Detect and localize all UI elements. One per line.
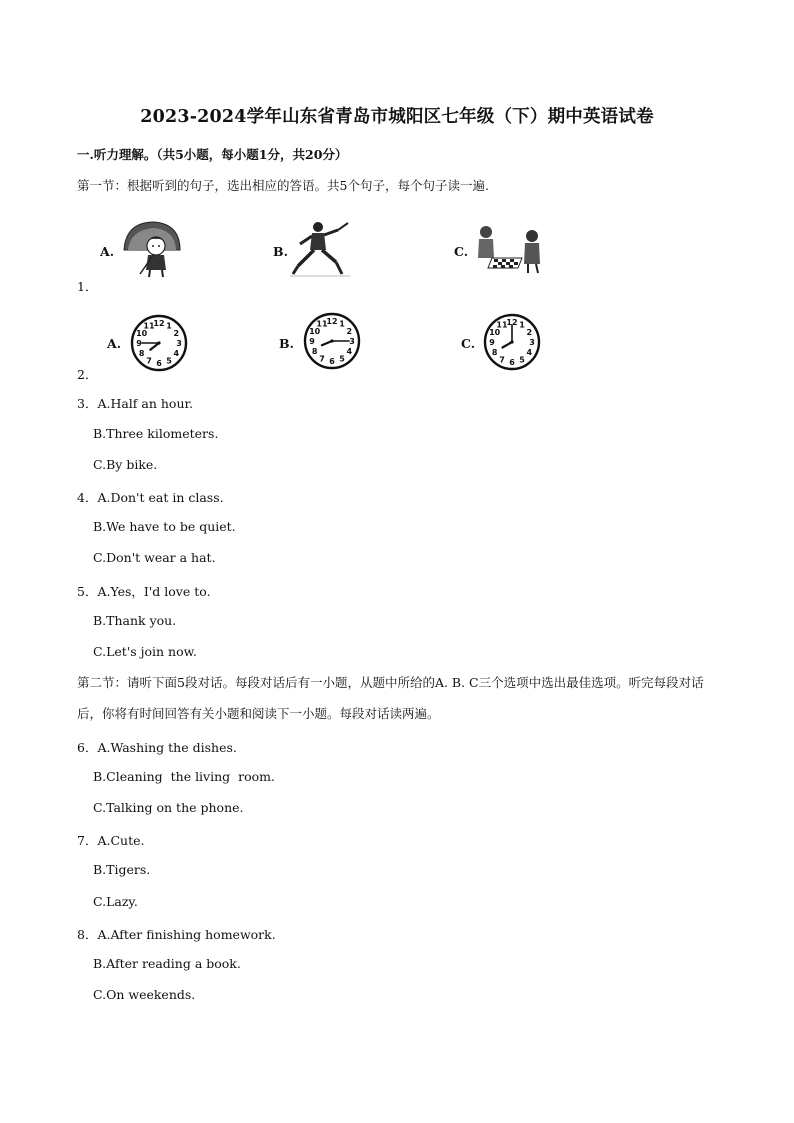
- q6-option-c: C.Talking on the phone.: [93, 800, 244, 815]
- clock-numeral: 6: [509, 358, 515, 367]
- q2-option-b-clock: [302, 311, 362, 371]
- q3-number: 3．: [77, 396, 98, 411]
- option-text: A.Yes，I'd love to.: [97, 584, 211, 599]
- option-text: A.Don't eat in class.: [97, 490, 224, 505]
- q1-option-b-image: [290, 220, 352, 278]
- clock-numeral: 4: [526, 348, 533, 357]
- clock-numeral: 9: [489, 338, 495, 347]
- q3-option-a: [77, 394, 193, 412]
- q1-option-b-label: B.: [273, 244, 288, 259]
- clock-center: [510, 340, 513, 343]
- girl-with-umbrella-icon: [120, 220, 182, 278]
- clock-icon: [302, 311, 362, 371]
- clock-numeral: 2: [526, 328, 533, 337]
- q4-option-c: C.Don't wear a hat.: [93, 550, 216, 565]
- clock-numeral: 5: [519, 355, 525, 365]
- clock-numeral: 5: [339, 354, 345, 364]
- clock-numeral: 9: [309, 337, 315, 346]
- q6-option-b: B.Cleaning the living room.: [93, 769, 275, 784]
- clock-numeral: 1: [166, 321, 172, 331]
- clock-numeral: 1: [519, 320, 525, 330]
- q5-option-b: B.Thank you.: [93, 613, 177, 628]
- clock-numeral: 6: [156, 359, 162, 368]
- children-playing-chess-icon: [474, 222, 544, 274]
- q8-option-a: [77, 925, 276, 943]
- q4-number: 4．: [77, 490, 98, 505]
- q7-option-b: B.Tigers.: [93, 862, 151, 877]
- q5-option-a: [77, 582, 211, 600]
- page-title: 2023-2024学年山东省青岛市城阳区七年级（下）期中英语试卷: [140, 107, 654, 127]
- clock-numeral: 4: [346, 347, 353, 356]
- clock-numeral: 8: [311, 347, 318, 356]
- part1-intro: 第一节：根据听到的句子，选出相应的答语。共5个句子，每个句子读一遍.: [77, 178, 489, 193]
- q7-option-c: C.Lazy.: [93, 894, 138, 909]
- clock-numeral: 5: [166, 356, 172, 366]
- q5-number: 5．: [77, 584, 98, 599]
- clock-numeral: 10: [309, 327, 321, 336]
- clock-icon: [129, 313, 189, 373]
- option-text: A.Washing the dishes.: [97, 740, 237, 755]
- clock-numeral: 12: [506, 318, 518, 327]
- q1-option-a-label: A.: [100, 244, 115, 259]
- q4-option-a: [77, 488, 224, 506]
- q2-option-c-label: C.: [461, 336, 476, 351]
- clock-numeral: 3: [529, 338, 535, 347]
- clock-numeral: 7: [499, 355, 505, 365]
- section-heading: 一.听力理解。（共5小题，每小题1分，共20分）: [77, 147, 348, 162]
- clock-numeral: 10: [136, 329, 148, 338]
- q1-option-c-image: [474, 222, 544, 274]
- q6-number: 6．: [77, 740, 98, 755]
- clock-numeral: 2: [346, 327, 353, 336]
- q7-number: 7．: [77, 833, 98, 848]
- option-text: A.Half an hour.: [97, 396, 194, 411]
- q6-option-a: [77, 738, 237, 756]
- q7-option-a: [77, 831, 144, 849]
- clock-numeral: 7: [146, 356, 152, 366]
- clock-numeral: 1: [339, 319, 345, 329]
- clock-numeral: 11: [143, 321, 155, 331]
- q2-number: 2．: [77, 367, 98, 382]
- q4-option-b: B.We have to be quiet.: [93, 519, 236, 534]
- q3-option-b: B.Three kilometers.: [93, 426, 219, 441]
- option-text: A.Cute.: [97, 833, 145, 848]
- clock-center: [330, 339, 333, 342]
- clock-numeral: 6: [329, 357, 335, 366]
- part2-intro: 第二节：请听下面5段对话。每段对话后有一小题，从题中所给的A. B. C三个选项中选出最佳选项。听完每段对话后，你将有时间回答有关小题和阅读下一小题。每段对话读两遍。: [77, 675, 704, 721]
- q1-option-a-image: [120, 220, 182, 278]
- clock-numeral: 2: [173, 329, 180, 338]
- q3-option-c: C.By bike.: [93, 457, 158, 472]
- clock-numeral: 11: [496, 320, 508, 330]
- q1-option-c-label: C.: [454, 244, 469, 259]
- clock-numeral: 3: [349, 337, 355, 346]
- q2-option-c-clock: [482, 312, 542, 372]
- q8-option-c: C.On weekends.: [93, 987, 196, 1002]
- q2-option-a-label: A.: [107, 336, 122, 351]
- q2-option-b-label: B.: [279, 336, 294, 351]
- q8-option-b: B.After reading a book.: [93, 956, 241, 971]
- option-text: A.After finishing homework.: [97, 927, 276, 942]
- clock-numeral: 12: [153, 319, 165, 328]
- clock-numeral: 3: [176, 339, 182, 348]
- q5-option-c: C.Let's join now.: [93, 644, 197, 659]
- q2-option-a-clock: [129, 313, 189, 373]
- clock-numeral: 11: [316, 319, 328, 329]
- clock-numeral: 7: [319, 354, 325, 364]
- clock-numeral: 12: [326, 317, 338, 326]
- tai-chi-man-icon: [290, 220, 352, 278]
- clock-numeral: 8: [138, 349, 145, 358]
- clock-numeral: 9: [136, 339, 142, 348]
- q1-number: 1．: [77, 279, 98, 294]
- clock-numeral: 10: [489, 328, 501, 337]
- q8-number: 8．: [77, 927, 98, 942]
- clock-numeral: 4: [173, 349, 180, 358]
- clock-numeral: 8: [491, 348, 498, 357]
- clock-icon: [482, 312, 542, 372]
- clock-center: [157, 341, 160, 344]
